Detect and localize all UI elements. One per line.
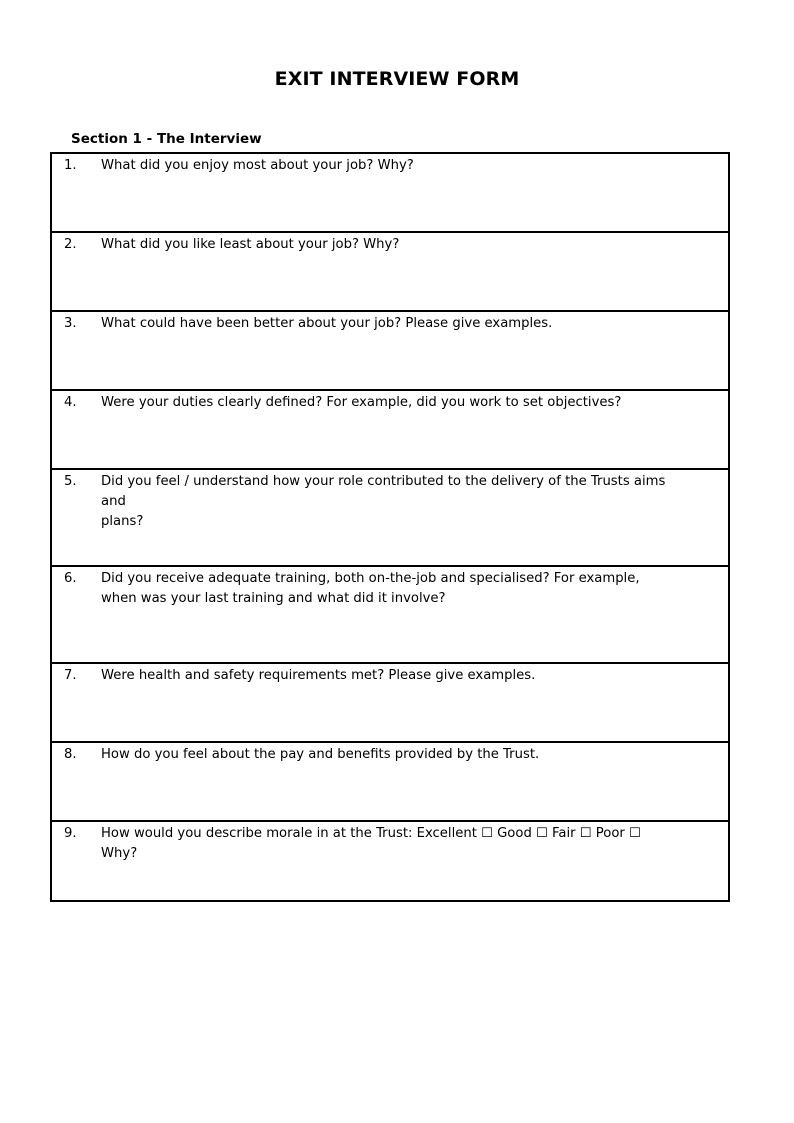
question-number: 8. <box>64 747 77 762</box>
question-number: 1. <box>64 158 77 173</box>
question-text-continued: plans? <box>101 514 144 529</box>
question-text: What did you enjoy most about your job? Why? <box>101 158 414 173</box>
question-text: How do you feel about the pay and benefits provided by the Trust. <box>101 747 540 762</box>
answer-cell-4[interactable] <box>51 390 729 469</box>
question-row-8 <box>51 742 729 821</box>
answer-cell-1[interactable] <box>51 153 729 232</box>
question-row-3 <box>51 311 729 390</box>
answer-cell-5[interactable] <box>51 469 729 566</box>
questions-table <box>50 152 730 902</box>
question-number: 6. <box>64 571 77 586</box>
question-text: What could have been better about your job? Please give examples. <box>101 316 553 331</box>
question-text: What did you like least about your job? Why? <box>101 237 400 252</box>
question-row-6 <box>51 566 729 663</box>
question-number: 7. <box>64 668 77 683</box>
question-text-with-checkboxes[interactable]: How would you describe morale in at the Trust: Excellent ☐ Good ☐ Fair ☐ Poor ☐ <box>101 826 641 841</box>
answer-cell-2[interactable] <box>51 232 729 311</box>
question-text-continued: Why? <box>101 846 138 861</box>
question-number: 9. <box>64 826 77 841</box>
section-heading: Section 1 - The Interview <box>71 131 262 147</box>
question-number: 5. <box>64 474 77 489</box>
question-row-4 <box>51 390 729 469</box>
question-row-9 <box>51 821 729 901</box>
question-text: Were health and safety requirements met? Please give examples. <box>101 668 536 683</box>
answer-cell-8[interactable] <box>51 742 729 821</box>
answer-cell-9[interactable] <box>51 821 729 901</box>
question-row-2 <box>51 232 729 311</box>
question-text: Did you feel / understand how your role contributed to the delivery of the Trusts aims and <box>101 474 666 509</box>
question-number: 2. <box>64 237 77 252</box>
question-text: Were your duties clearly defined? For example, did you work to set objectives? <box>101 395 622 410</box>
question-number: 3. <box>64 316 77 331</box>
question-text: Did you receive adequate training, both on-the-job and specialised? For example, <box>101 571 640 586</box>
question-number: 4. <box>64 395 77 410</box>
answer-cell-3[interactable] <box>51 311 729 390</box>
answer-cell-6[interactable] <box>51 566 729 663</box>
question-text-continued: when was your last training and what did it involve? <box>101 591 446 606</box>
question-row-7 <box>51 663 729 742</box>
form-title: EXIT INTERVIEW FORM <box>274 68 520 90</box>
question-row-5 <box>51 469 729 566</box>
answer-cell-7[interactable] <box>51 663 729 742</box>
question-row-1 <box>51 153 729 232</box>
